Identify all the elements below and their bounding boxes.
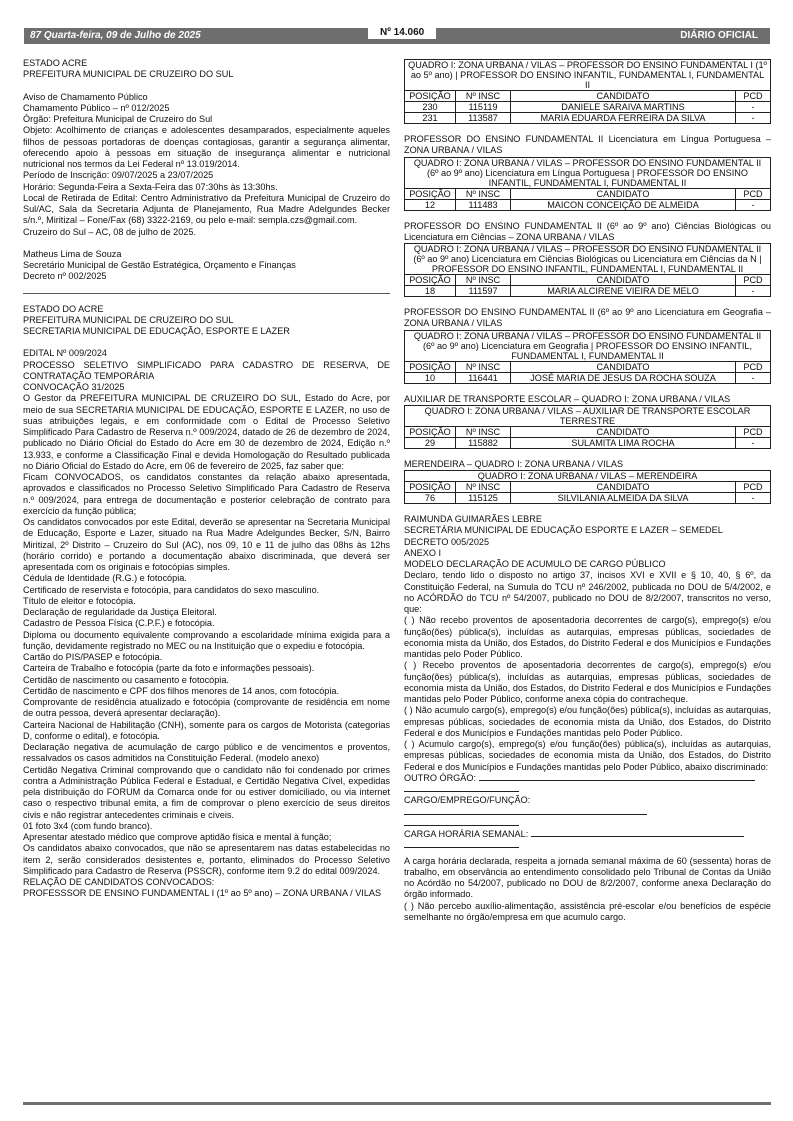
column-header: Nº INSC xyxy=(456,275,511,286)
column-header: Nº INSC xyxy=(456,482,511,493)
candidate-table xyxy=(404,157,771,211)
paragraph: Declaração negativa de acumulação de cargo público e de vencimentos e proventos, ressalvados os casos admitidos na Constituição Federal. (modelo anexo) xyxy=(23,742,390,764)
table-heading: MERENDEIRA – QUADRO I: ZONA URBANA / VILAS xyxy=(404,458,624,469)
section-divider xyxy=(23,293,390,294)
paragraph: Carteira Nacional de Habilitação (CNH), somente para os cargos de Motorista (categorias D, conforme o edital), e fotocópia. xyxy=(23,719,390,741)
column-header: POSIÇÃO xyxy=(405,482,456,493)
paragraph: Título de eleitor e fotocópia. xyxy=(23,595,136,606)
paragraph: PREFEITURA MUNICIPAL DE CRUZEIRO DO SUL xyxy=(23,314,234,325)
column-header: POSIÇÃO xyxy=(405,188,456,199)
left-column xyxy=(23,58,390,900)
paragraph: Certificado de reservista e fotocópia, para candidatos do sexo masculino. xyxy=(23,584,320,595)
paragraph: Decreto nº 002/2025 xyxy=(23,271,107,282)
table-title: QUADRO I: ZONA URBANA / VILAS – PROFESSOR DO ENSINO FUNDAMENTAL II (6º ao 9º ano) Licenciatura em Língua Portuguesa | PROFESSOR DO ENSINO INFANTIL, FUNDAMENTAL I, FUNDAMENTAL II xyxy=(405,157,771,188)
table-cell: SILVILANIA ALMEIDA DA SILVA xyxy=(511,493,736,504)
table-cell: - xyxy=(736,102,771,113)
table-cell: - xyxy=(736,286,771,297)
table-cell: - xyxy=(736,493,771,504)
column-header: PCD xyxy=(736,275,771,286)
declaration-model xyxy=(404,514,771,773)
paragraph: Secretário Municipal de Gestão Estratégica, Orçamento e Finanças xyxy=(23,260,296,270)
table-cell: - xyxy=(736,113,771,124)
paragraph: Aviso de Chamamento Público xyxy=(23,91,148,102)
column-header: CANDIDATO xyxy=(511,482,736,493)
edition-number: Nº 14.060 xyxy=(368,27,436,39)
paragraph: ( ) Não recebo proventos de aposentadoria decorrentes de cargo(s), emprego(s) e/ou função(ões) pública(s), incluídas as autarquias, empresas públicas, sociedades de economia mista da União, dos Estados, do Distrito Federal e dos Municípios e Fundações mantidas pelo Poder Público. xyxy=(404,615,771,659)
column-header: Nº INSC xyxy=(456,361,511,372)
paragraph: Diploma ou documento equivalente comprovando a escolaridade mínima exigida para a função, devidamente registrado no MEC ou na Instituição que o expediu e fotocópia. xyxy=(23,629,390,651)
declaration-final xyxy=(404,856,771,924)
column-header: PCD xyxy=(736,361,771,372)
paragraph: DECRETO 005/2025 xyxy=(404,536,490,547)
table-cell: 116441 xyxy=(456,372,511,383)
paragraph: RAIMUNDA GUIMARÃES LEBRE xyxy=(404,514,542,524)
paragraph: Declaro, tendo lido o disposto no artigo 37, incisos XVI e XVII e § 10, 40, § 6º, da Constituição Federal, na Sumula do TCU nº 246/2002, publicada no DOU de 5/4/2002, e no ACÓRDÃO do TCU nº 54/2007, publicado no DOU de 8/2/2007, transcritos no verso, que: xyxy=(404,570,771,614)
table-row xyxy=(405,199,771,210)
table-cell: 76 xyxy=(405,493,456,504)
spacer xyxy=(404,504,771,514)
column-header: CANDIDATO xyxy=(511,91,736,102)
table-cell: - xyxy=(736,372,771,383)
paragraph: Órgão: Prefeitura Municipal de Cruzeiro do Sul xyxy=(23,114,213,124)
paragraph: RELAÇÃO DE CANDIDATOS CONVOCADOS: xyxy=(23,877,215,887)
column-header: Nº INSC xyxy=(456,426,511,437)
column-header: PCD xyxy=(736,482,771,493)
journal-name: DIÁRIO OFICIAL xyxy=(680,30,758,41)
outro-orgao-line: OUTRO ÓRGÃO: xyxy=(404,773,771,784)
paragraph: SECRETÁRIA MUNICIPAL DE EDUCAÇÃO ESPORTE E LAZER – SEMEDEL xyxy=(404,525,723,536)
table-row xyxy=(405,437,771,448)
table-title: QUADRO I: ZONA URBANA / VILAS – AUXILIAR DE TRANSPORTE ESCOLAR TERRESTRE xyxy=(405,405,771,426)
paragraph: Ficam CONVOCADOS, os candidatos constantes da relação abaixo apresentada, aprovados e classificados no Processo Seletivo Simplificado Para Cadastro de Reserva n.º 009/2024, para entrega de documentação e posterior celebração de contrato para exercício da função pública; xyxy=(23,472,390,516)
table-cell: MAICON CONCEIÇÃO DE ALMEIDA xyxy=(511,199,736,210)
paragraph: 01 foto 3x4 (com fundo branco). xyxy=(23,820,153,831)
column-header: PCD xyxy=(736,426,771,437)
table-heading: PROFESSOR DO ENSINO FUNDAMENTAL II (6º ao 9º ano Licenciatura em Geografia – ZONA URBANA / VILAS xyxy=(404,307,771,329)
table-cell: 231 xyxy=(405,113,456,124)
candidate-table xyxy=(404,470,771,504)
paragraph: Declaração de regularidade da Justiça Eleitoral. xyxy=(23,607,217,617)
page-header xyxy=(24,28,770,44)
paragraph: Horário: Segunda-Feira a Sexta-Feira das 07:30hs às 13:30hs. xyxy=(23,181,278,192)
table-cell: SULAMITA LIMA ROCHA xyxy=(511,437,736,448)
column-header: PCD xyxy=(736,91,771,102)
table-title: QUADRO I: ZONA URBANA / VILAS – PROFESSOR DO ENSINO FUNDAMENTAL I (1º ao 5º ano) | PROFESSOR DO ENSINO INFANTIL, FUNDAMENTAL I, FUNDAMENTAL II xyxy=(405,60,771,91)
notice-edital xyxy=(23,304,390,900)
spacer xyxy=(404,211,771,221)
candidate-table xyxy=(404,330,771,384)
paragraph: Os candidatos abaixo convocados, que não se apresentarem nas datas estabelecidas no item 2, serão considerados desistentes e, portanto, eliminados do Processo Seletivo Simplificado para Cadastro de Reserva (PSSCR), conforme item 9.2 do edital 009/2024. xyxy=(23,843,390,876)
table-row xyxy=(405,113,771,124)
page-date: 87 Quarta-feira, 09 de Julho de 2025 xyxy=(30,30,201,41)
table-cell: DANIELE SARAIVA MARTINS xyxy=(511,102,736,113)
table-title: QUADRO I: ZONA URBANA / VILAS – PROFESSOR DO ENSINO FUNDAMENTAL II (6º ao 9º ano) Licenciatura em Geografia | PROFESSOR DO ENSINO INFANTIL, FUNDAMENTAL I, FUNDAMENTAL II xyxy=(405,330,771,361)
table-cell: 12 xyxy=(405,199,456,210)
table-cell: 29 xyxy=(405,437,456,448)
candidate-table xyxy=(404,243,771,297)
paragraph: Apresentar atestado médico que comprove aptidão física e mental à função; xyxy=(23,832,332,842)
table-cell: 111483 xyxy=(456,199,511,210)
column-header: POSIÇÃO xyxy=(405,91,456,102)
paragraph: Período de Inscrição: 09/07/2025 a 23/07/2025 xyxy=(23,170,214,181)
table-row xyxy=(405,286,771,297)
spacer xyxy=(404,124,771,134)
paragraph: Certidão de nascimento e CPF dos filhos menores de 14 anos, com fotocópia. xyxy=(23,685,339,696)
table-cell: 111597 xyxy=(456,286,511,297)
table-cell: 113587 xyxy=(456,113,511,124)
candidate-table xyxy=(404,59,771,124)
spacer xyxy=(404,449,771,459)
table-cell: MARIA EDUARDA FERREIRA DA SILVA xyxy=(511,113,736,124)
paragraph: Chamamento Público – nº 012/2025 xyxy=(23,102,170,113)
table-heading: PROFESSOR DO ENSINO FUNDAMENTAL II (6º ao 9º ano) Ciências Biológicas ou Licenciatura em Ciências – ZONA URBANA / VILAS xyxy=(404,220,771,242)
paragraph: ( ) Não percebo auxílio-alimentação, assistência pré-escolar e/ou benefícios de espécie semelhante no órgão/empresa em que acumulo cargo. xyxy=(404,900,771,922)
paragraph: Certidão Negativa Criminal comprovando que o candidato não foi condenado por crimes contra a Administração Pública Federal e Estadual, e Certidão Negativa Cível, expedidas pela distribuição do FORUM da Comarca onde for ou estiver domiciliado, ou via internet caso o respectivo tribunal emita, a fim de comprovar o pleno exercício de seus direitos civis e não registrar antecedentes criminais e cíveis. xyxy=(23,764,390,820)
paragraph: Cadastro de Pessoa Física (C.P.F.) e fotocópia. xyxy=(23,618,215,629)
column-header: CANDIDATO xyxy=(511,426,736,437)
column-header: CANDIDATO xyxy=(511,275,736,286)
table-cell: 115882 xyxy=(456,437,511,448)
column-header: POSIÇÃO xyxy=(405,275,456,286)
column-header: CANDIDATO xyxy=(511,361,736,372)
blank-line xyxy=(23,337,390,348)
paragraph: ( ) Não acumulo cargo(s), emprego(s) e/ou função(ões) pública(s), incluídas as autarquias, empresas públicas, sociedades de economia mista da União, dos Estados, do Distrito Federal e dos Municípios e Fundações mantidas pelo Poder Público. xyxy=(404,705,771,738)
table-heading: AUXILIAR DE TRANSPORTE ESCOLAR – QUADRO I: ZONA URBANA / VILAS xyxy=(404,393,731,404)
paragraph: ( ) Acumulo cargo(s), emprego(s) e/ou função(ões) pública(s), incluídas as autarquias, empresas públicas, sociedades de economia mista da União, dos Estados, do Distrito Federal e dos Municípios e Fundações mantidas pelo Poder Público, abaixo discriminado: xyxy=(404,739,771,772)
paragraph: A carga horária declarada, respeita a jornada semanal máxima de 60 (sessenta) horas de trabalho, em observância ao entendimento consolidado pelo Tribunal de Contas da União no Acórdão no 54/2007, publicado no DOU de 8/2/2007, conforme anexa Declaração do órgão informado. xyxy=(404,855,771,900)
table-cell: 10 xyxy=(405,372,456,383)
paragraph: ANEXO I xyxy=(404,547,442,558)
table-cell: - xyxy=(736,199,771,210)
paragraph: PROCESSO SELETIVO SIMPLIFICADO PARA CADASTRO DE RESERVA, DE CONTRATAÇÃO TEMPORÁRIA xyxy=(23,359,390,381)
table-cell: JOSÉ MARIA DE JESUS DA ROCHA SOUZA xyxy=(511,372,736,383)
column-header: CANDIDATO xyxy=(511,188,736,199)
paragraph: Cruzeiro do Sul – AC, 08 de julho de 2025. xyxy=(23,226,196,237)
paragraph: Comprovante de residência atualizado e fotocópia (comprovante de residência em nome de outra pessoa, deverá apresentar declaração). xyxy=(23,697,390,719)
paragraph: SECRETARIA MUNICIPAL DE EDUCAÇÃO, ESPORTE E LAZER xyxy=(23,326,290,336)
paragraph: Carteira de Trabalho e fotocópia (parte da foto e informações pessoais). xyxy=(23,663,315,674)
paragraph: Cédula de Identidade (R.G.) e fotocópia. xyxy=(23,573,187,584)
paragraph: Os candidatos convocados por este Edital, deverão se apresentar na Secretaria Municipal de Educação, Esporte e Lazer, situado na Rua Madre Adelgundes Becker, S/N, Bairro Miritizal, 2º Distrito – Cruzeiro do Sul (AC), nos 09, 10 e 11 de julho das 08hs às 12hs (horário corrido) e portando a documentação abaixo discriminada, que deverá ser apresentada com os originais e fotocópias simples. xyxy=(23,517,390,572)
table-cell: 115125 xyxy=(456,493,511,504)
notice-chamamento xyxy=(23,58,390,283)
table-row xyxy=(405,493,771,504)
table-cell: 230 xyxy=(405,102,456,113)
spacer xyxy=(404,297,771,307)
table-title: QUADRO I: ZONA URBANA / VILAS – MERENDEIRA xyxy=(405,471,771,482)
blank-line xyxy=(23,81,390,92)
paragraph: Certidão de nascimento ou casamento e fotocópia. xyxy=(23,674,229,685)
column-header: POSIÇÃO xyxy=(405,361,456,372)
paragraph: EDITAL Nº 009/2024 xyxy=(23,348,107,359)
paragraph: ESTADO ACRE xyxy=(23,58,88,68)
paragraph: CONVOCAÇÃO 31/2025 xyxy=(23,382,125,392)
table-title: QUADRO I: ZONA URBANA / VILAS – PROFESSOR DO ENSINO FUNDAMENTAL II (6º ao 9º ano) Licenciatura em Ciências Biológicas ou Licenciatura em Ciências da N | PROFESSOR DO ENSINO INFANTIL, FUNDAMENTAL I, FUNDAMENTAL II xyxy=(405,244,771,275)
table-cell: 18 xyxy=(405,286,456,297)
carga-line: CARGA HORÁRIA SEMANAL: xyxy=(404,829,771,840)
right-column xyxy=(404,59,771,923)
table-row xyxy=(405,102,771,113)
table-cell: 115119 xyxy=(456,102,511,113)
spacer xyxy=(404,384,771,394)
table-cell: MARIA ALCIRENE VIEIRA DE MELO xyxy=(511,286,736,297)
paragraph: ( ) Recebo proventos de aposentadoria decorrentes de cargo(s), emprego(s) e/ou função(ões) pública(s), incluídas as autarquias, empresas públicas, sociedades de economia mista da União, dos Estados, do Distrito Federal e dos Municípios e Fundações mantidas pelo Poder Público, conforme anexa cópia do contracheque. xyxy=(404,660,771,704)
page-footer-rule xyxy=(23,1102,771,1105)
paragraph: O Gestor da PREFEITURA MUNICIPAL DE CRUZEIRO DO SUL, Estado do Acre, por meio de sua SECRETARIA MUNICIPAL DE EDUCAÇÃO, ESPORTE E LAZER, no uso de suas atribuições legais, e em conformidade com o Edital de Processo Seletivo Simplificado Para Cadastro de Reserva n.º 009/2024, datado de 26 de dezembro de 2024, publicado no Diário Oficial do Estado do Acre em 30 de dezembro de 2024, Edição n.º 13.933, e conforme a Classificação Final e devida Homologação do Resultado publicada no Diário Oficial do Estado do Acre, em 06 de fevereiro de 2025, faz saber que: xyxy=(23,393,390,471)
cargo-line: CARGO/EMPREGO/FUNÇÃO: xyxy=(404,795,771,818)
column-header: PCD xyxy=(736,188,771,199)
column-header: Nº INSC xyxy=(456,91,511,102)
table-heading: PROFESSOR DO ENSINO FUNDAMENTAL II Licenciatura em Língua Portuguesa – ZONA URBANA / VILAS xyxy=(404,134,771,156)
blank-line xyxy=(23,238,390,249)
table-row xyxy=(405,372,771,383)
candidate-tables xyxy=(404,59,771,514)
column-header: POSIÇÃO xyxy=(405,426,456,437)
paragraph: Local de Retirada de Edital: Centro Administrativo da Prefeitura Municipal de Cruzeiro do Sul/AC, Sala da Secretaria Adjunta de Planejamento, Rua Madre Adelgundes Becker s/n.º, Miritizal – Fone/Fax (68) 3322-2169, ou pelo e-mail: sempla.czs@gmail.com. xyxy=(23,192,390,226)
candidate-table xyxy=(404,405,771,449)
paragraph: MODELO DECLARAÇÃO DE ACUMULO DE CARGO PÚBLICO xyxy=(404,559,666,569)
table-cell: - xyxy=(736,437,771,448)
paragraph: Matheus Lima de Souza xyxy=(23,248,122,259)
paragraph: Objeto: Acolhimento de crianças e adolescentes desamparados, especialmente aqueles filhos de pessoas portadoras de doenças contagiosas, garantir a segurança alimentar, oferecendo apoio à pessoas em situação de insegurança alimentar e nutricional nutricional nos termos da Lei Federal nº 13.019/2014. xyxy=(23,125,390,169)
paragraph: Cartão do PIS/PASEP e fotocópia. xyxy=(23,652,163,662)
column-header: Nº INSC xyxy=(456,188,511,199)
paragraph: PREFEITURA MUNICIPAL DE CRUZEIRO DO SUL xyxy=(23,69,234,80)
paragraph: ESTADO DO ACRE xyxy=(23,303,104,314)
paragraph: PROFESSSOR DE ENSINO FUNDAMENTAL I (1º ao 5º ano) – ZONA URBANA / VILAS xyxy=(23,888,382,899)
